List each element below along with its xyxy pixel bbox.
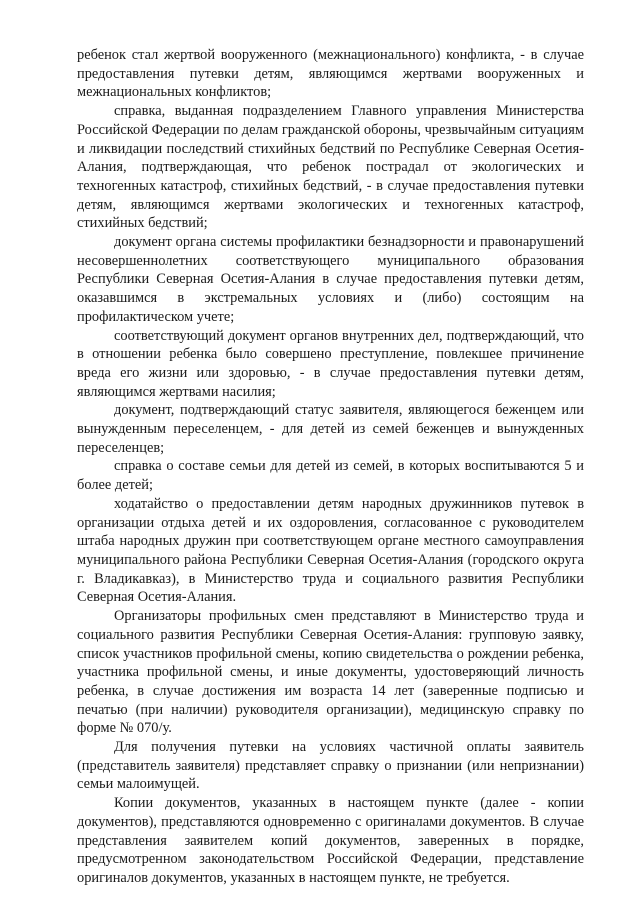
paragraph-armed-conflict-victims: ребенок стал жертвой вооруженного (межнационального) конфликта, - в случае предоставления путевки детям, являющимся жертвами вооруженных и межнациональных конфликтов;: [77, 47, 584, 101]
paragraph-volunteer-petition: ходатайство о предоставлении детям народных дружинников путевок в организации отдыха детей и их оздоровления, согласованное с руководителем штаба народных дружин при соответствующем органе местного самоуправления муниципального района Республики Северная Осетия-Алания (городского округа г. Владикавказ), в Министерство труда и социального развития Республики Северная Осетия-Алания.: [77, 495, 584, 606]
document-page: [77, 46, 584, 888]
paragraph-refugee-status: документ, подтверждающий статус заявителя, являющегося беженцем или вынужденным переселенцем, - для детей из семей беженцев и вынужденных переселенцев;: [77, 402, 584, 456]
paragraph-document-copies: Копии документов, указанных в настоящем пункте (далее - копии документов), представляются одновременно с оригиналами документов. В случае представления заявителем копий документов, заверенных в порядке, предусмотренном законодательством Российской Федерации, представление оригиналов документов, указанных в настоящем пункте, не требуется.: [77, 795, 584, 886]
paragraph-partial-payment: Для получения путевки на условиях частичной оплаты заявитель (представитель заявителя) представляет справку о признании (или непризнании) семьи малоимущей.: [77, 739, 584, 793]
paragraph-emergency-certificate: справка, выданная подразделением Главного управления Министерства Российской Федерации по делам гражданской обороны, чрезвычайным ситуациям и ликвидации последствий стихийных бедствий по Республике Северная Осетия-Алания, подтверждающая, что ребенок пострадал от экологических и техногенных катастроф, стихийных бедствий, - в случае предоставления путевки детям, являющимся жертвами экологических и техногенных катастроф, стихийных бедствий;: [77, 103, 584, 232]
paragraph-internal-affairs-document: соответствующий документ органов внутренних дел, подтверждающий, что в отношении ребенка было совершено преступление, повлекшее причинение вреда его жизни или здоровью, - в случае предоставления путевки детям, являющимся жертвами насилия;: [77, 327, 584, 400]
paragraph-organizers: Организаторы профильных смен представляют в Министерство труда и социального развития Республики Северная Осетия-Алания: групповую заявку, список участников профильной смены, копию свидетельства о рождении ребенка, участника профильной смены, и иные документы, удостоверяющий личность ребенка, в случае достижения им возраста 14 лет (заверенные подписью и печатью (при наличии) руководителя организации), медицинскую справку по форме № 070/у.: [77, 608, 584, 737]
paragraph-prevention-document: документ органа системы профилактики безнадзорности и правонарушений несовершеннолетних соответствующего муниципального образования Республики Северная Осетия-Алания в случае предоставления путевки детям, оказавшимся в экстремальных условиях и (либо) состоящим на профилактическом учете;: [77, 234, 584, 325]
paragraph-family-composition: справка о составе семьи для детей из семей, в которых воспитываются 5 и более детей;: [77, 458, 584, 494]
